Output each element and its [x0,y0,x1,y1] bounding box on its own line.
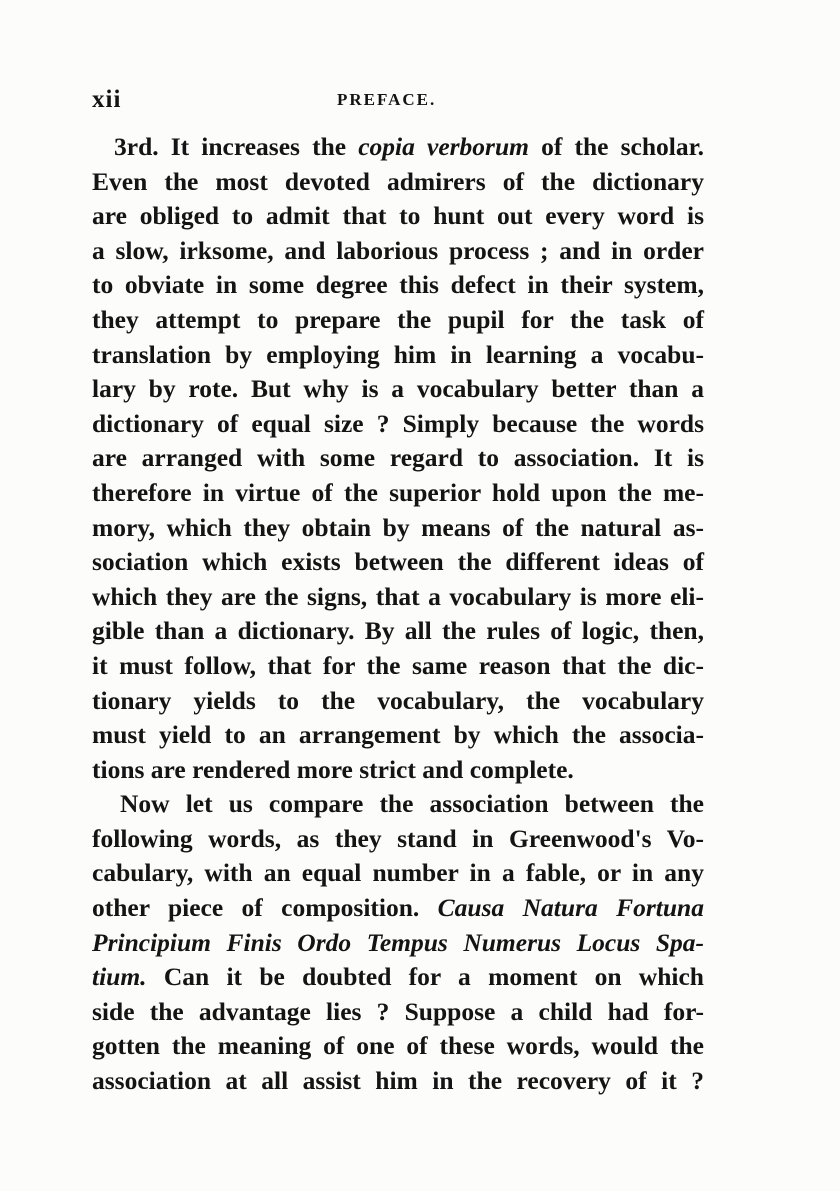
italic-text: Causa Natura Fortuna [437,893,704,923]
text-line: they attempt to prepare the pupil for the task of [92,304,704,334]
text-line: sociation which exists between the different ideas of [92,547,704,577]
text-line: following words, as they stand in Greenwood's Vo- [92,823,704,853]
text-line [92,960,704,995]
text-line: mory, which they obtain by means of the natural as- [92,512,704,542]
text-line: to obviate in some degree this defect in their system, [92,270,704,300]
text-line: a slow, irksome, and laborious process ; and in order [92,235,704,265]
text-line [92,926,704,961]
page-number: xii [92,86,122,113]
text-line: must yield to an arrangement by which the associa- [92,720,704,750]
text-line: it must follow, that for the same reason that the dic- [92,650,704,680]
text-line: Now let us compare the association between the [120,789,704,819]
page-header [92,86,702,116]
text-line: gible than a dictionary. By all the rules of logic, then, [92,616,704,646]
text-line: therefore in virtue of the superior hold upon the me- [92,477,704,507]
text-line: are obliged to admit that to hunt out every word is [92,201,704,231]
text-line [92,891,704,926]
text-line: dictionary of equal size ? Simply because the words [92,408,704,438]
text-line: gotten the meaning of one of these words, would the [92,1031,704,1061]
body-text [92,130,704,1099]
text-line: lary by rote. But why is a vocabulary better than a [92,374,704,404]
text-line: tionary yields to the vocabulary, the vocabulary [92,685,704,715]
italic-text: Principium Finis Ordo Tempus Numerus Locus Spa- [92,927,704,957]
italic-text: tium. [92,962,147,992]
text-line: tions are rendered more strict and complete. [92,754,574,784]
text-span: of the scholar. [529,132,704,161]
text-line: translation by employing him in learning a vocabu- [92,339,704,369]
text-line: association at all assist him in the recovery of it ? [92,1066,704,1096]
text-span: 3rd. It increases the [114,132,359,161]
text-line: are arranged with some regard to association. It is [92,443,704,473]
text-line: Even the most devoted admirers of the dictionary [92,166,704,196]
text-span: other piece of composition. [92,893,438,923]
text-line: side the advantage lies ? Suppose a child had for- [92,996,704,1026]
text-span: Can it be doubted for a moment on which [146,962,704,992]
text-line: which they are the signs, that a vocabulary is more eli- [92,581,704,611]
running-head: PREFACE. [337,90,437,109]
text-line: cabulary, with an equal number in a fable, or in any [92,858,704,888]
italic-text: copia verborum [358,132,529,161]
text-line [92,130,704,165]
